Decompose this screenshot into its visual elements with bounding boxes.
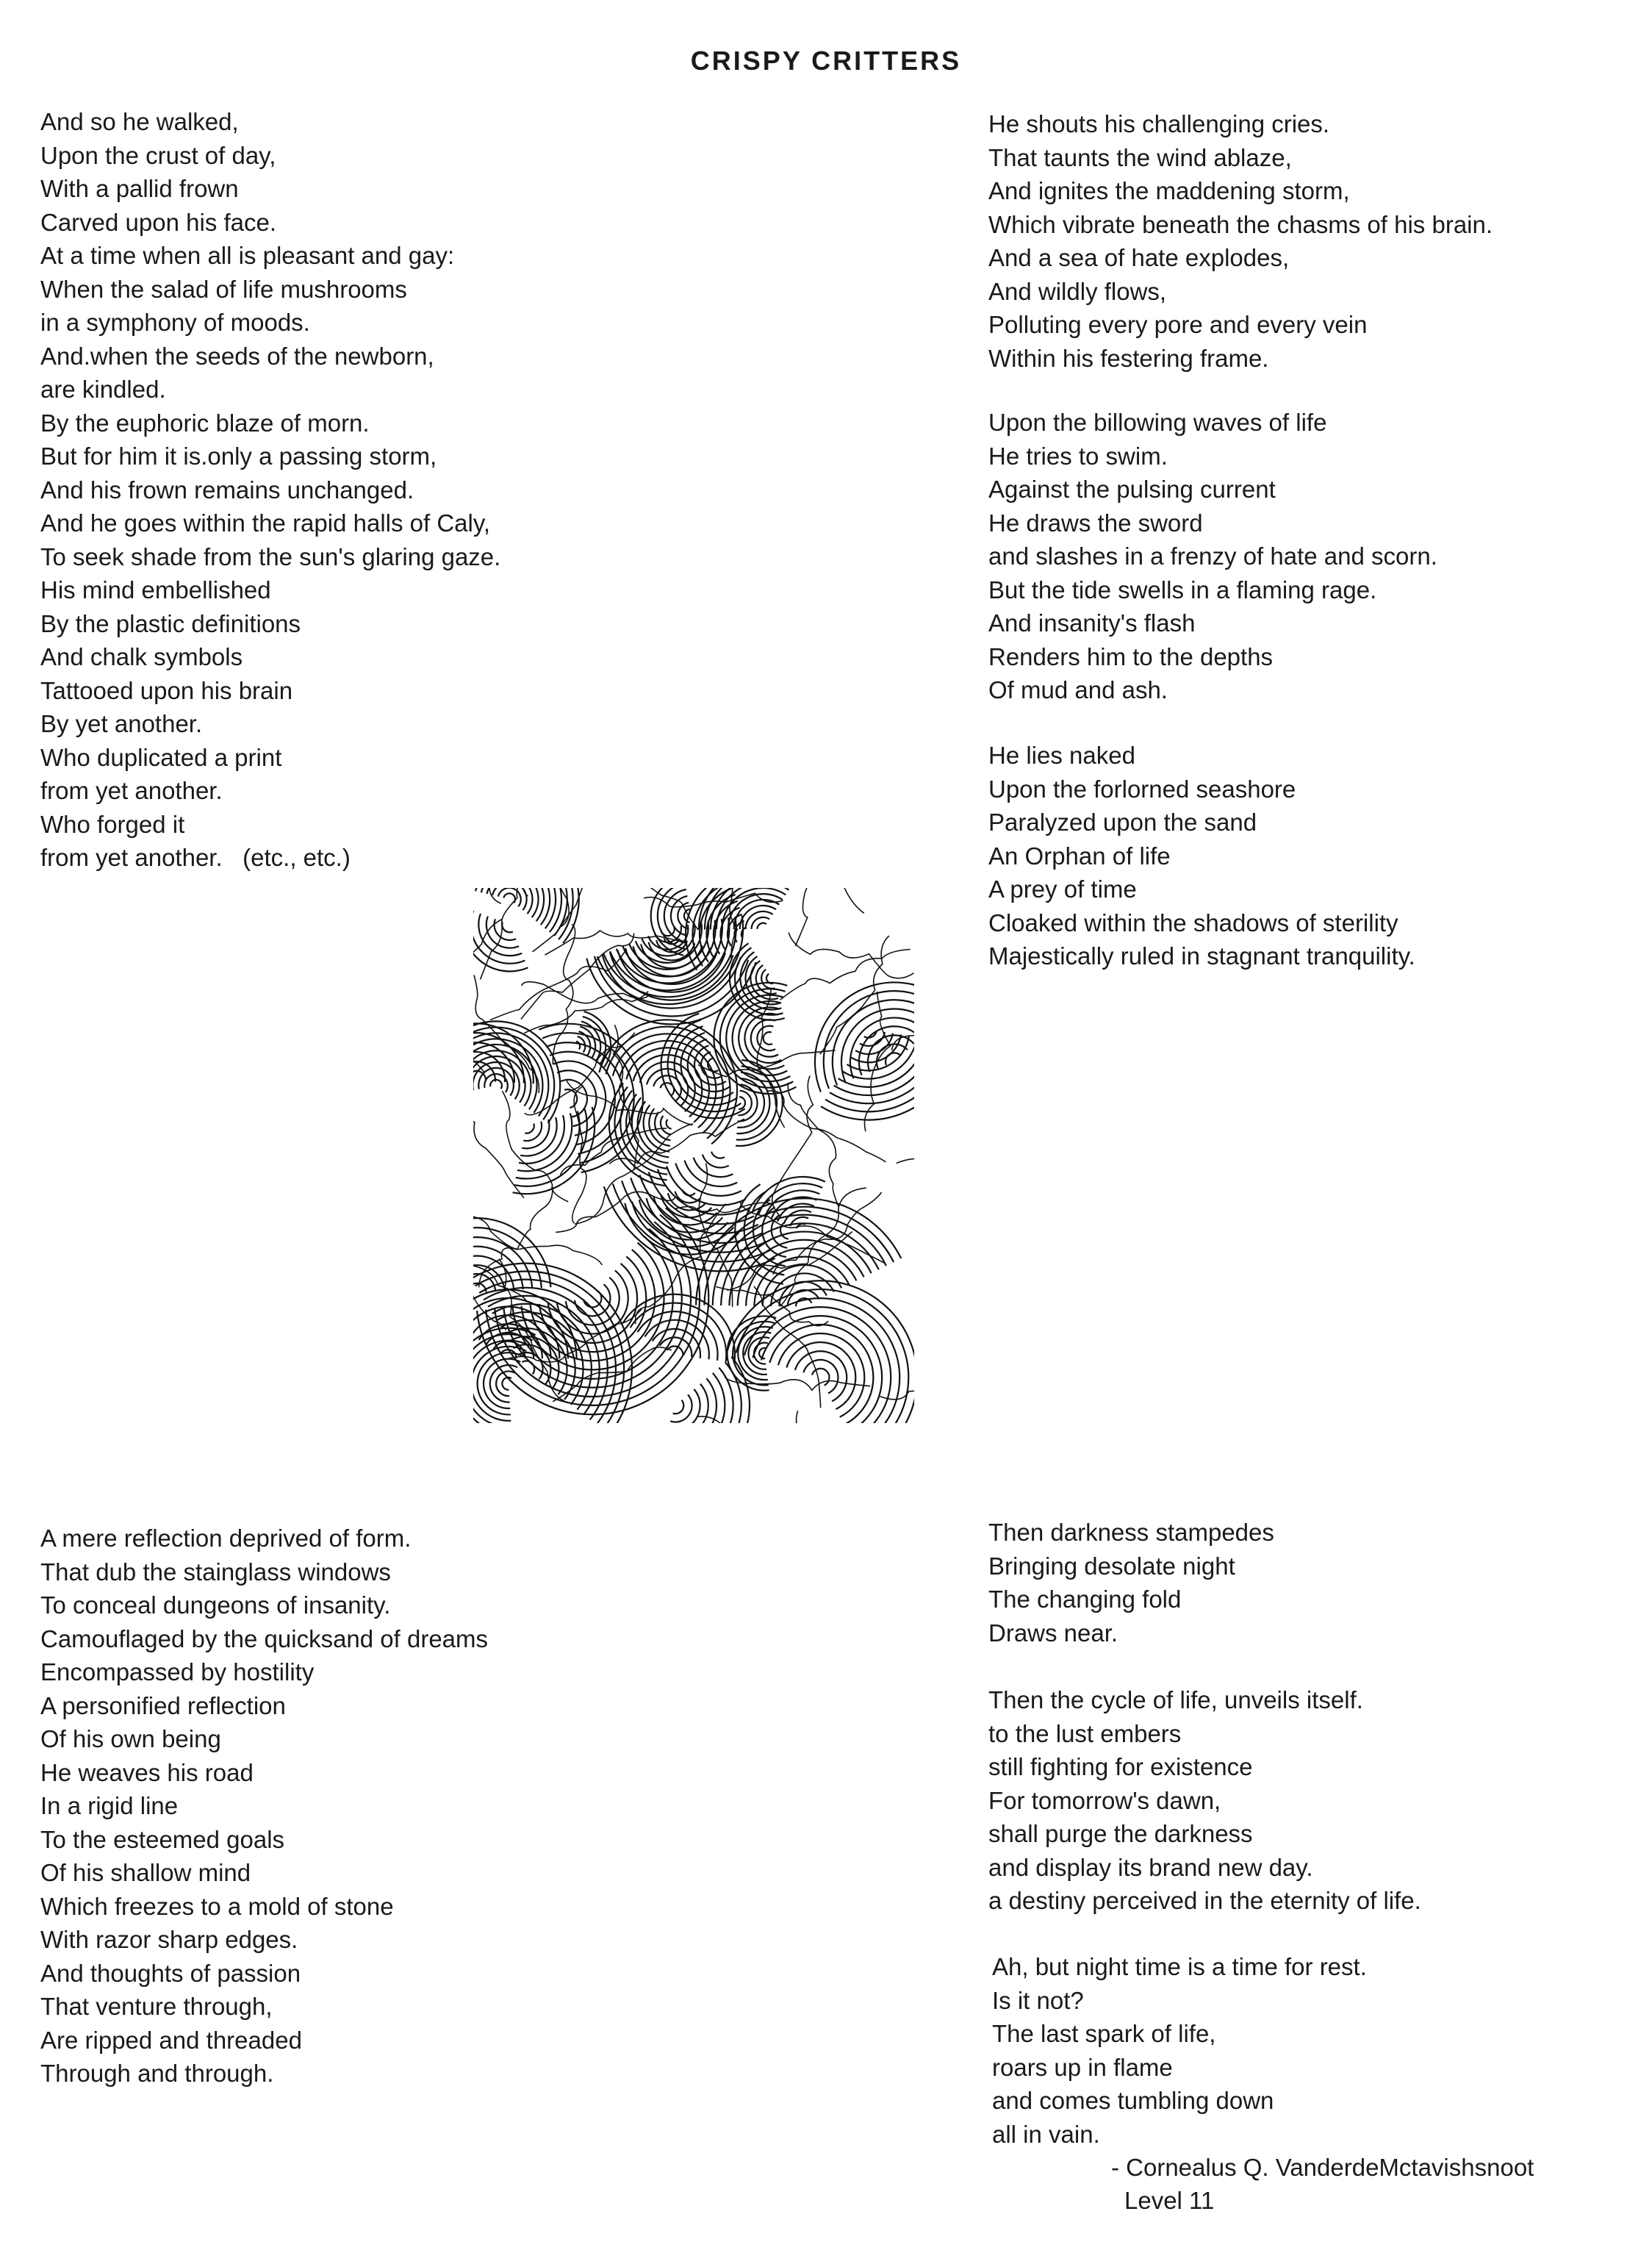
poem-line: roars up in flame	[992, 2053, 1173, 2081]
poem-line: In a rigid line	[40, 1792, 179, 1819]
poem-line: Against the pulsing current	[988, 476, 1276, 503]
poem-line: and slashes in a frenzy of hate and scorn.	[988, 542, 1437, 570]
poem-line: A personified reflection	[40, 1691, 286, 1719]
poem-line: Through and through.	[40, 2060, 274, 2087]
poem-line: Draws near.	[988, 1619, 1118, 1647]
poem-line: A mere reflection deprived of form.	[40, 1525, 412, 1552]
poem-line: An Orphan of life	[988, 842, 1171, 870]
poem-line: That taunts the wind ablaze,	[988, 143, 1292, 171]
poem-line: He lies naked	[988, 742, 1135, 769]
poem-line: But the tide swells in a flaming rage.	[988, 576, 1377, 603]
poem-line: The last spark of life,	[992, 2020, 1216, 2047]
poem-line: still fighting for existence	[988, 1753, 1253, 1780]
poem-line: When the salad of life mushrooms	[40, 275, 407, 303]
poem-line: all in vain.	[992, 2120, 1100, 2148]
poem-line: from yet another.	[40, 777, 223, 804]
poem-line: To seek shade from the sun's glaring gaze.	[40, 542, 501, 570]
poem-line: By yet another.	[40, 710, 203, 737]
poem-line: To the esteemed goals	[40, 1825, 285, 1853]
poem-line: Who forged it	[40, 810, 185, 838]
poem-line: Upon the forlorned seashore	[988, 775, 1296, 803]
stanza-left-bottom	[40, 1522, 488, 2091]
poem-line: And thoughts of passion	[40, 1959, 301, 1987]
poem-line: Bringing desolate night	[988, 1552, 1235, 1580]
poem-line: His mind embellished	[40, 576, 271, 603]
poem-line: A prey of time	[988, 875, 1137, 903]
author-signature: - Cornealus Q. VanderdeMctavishsnoot	[1111, 2154, 1534, 2181]
poem-line: That venture through,	[40, 1993, 273, 2020]
poem-line: Cloaked within the shadows of sterility	[988, 909, 1398, 936]
poem-line: Renders him to the depths	[988, 642, 1274, 670]
poem-title: CRISPY CRITTERS	[690, 46, 962, 76]
poem-line: With a pallid frown	[40, 175, 239, 202]
poem-line: And wildly flows,	[988, 277, 1167, 305]
poem-line: Majestically ruled in stagnant tranquility.	[988, 942, 1415, 970]
poem-line: Of his own being	[40, 1725, 221, 1752]
poem-line: Encompassed by hostility	[40, 1658, 315, 1686]
poem-line: He weaves his road	[40, 1758, 254, 1786]
poem-line: Is it not?	[992, 1986, 1084, 2014]
poem-line: Upon the crust of day,	[40, 141, 276, 169]
poem-line: Then the cycle of life, unveils itself.	[988, 1686, 1363, 1713]
ink-illustration	[473, 888, 914, 1423]
poem-line: Of mud and ash.	[988, 676, 1168, 703]
poem-line: He tries to swim.	[988, 442, 1168, 470]
poem-line: By the euphoric blaze of morn.	[40, 409, 370, 437]
stanza-right-3	[988, 739, 1415, 973]
poem-line: At a time when all is pleasant and gay:	[40, 242, 455, 269]
poem-line: and display its brand new day.	[988, 1853, 1313, 1881]
poem-line: shall purge the darkness	[988, 1820, 1253, 1847]
poem-line: in a symphony of moods.	[40, 309, 310, 336]
stanza-right-1	[988, 107, 1493, 375]
poem-line: He draws the sword	[988, 509, 1203, 537]
poem-line: Carved upon his face.	[40, 208, 277, 236]
poem-line: and comes tumbling down	[992, 2087, 1274, 2114]
poem-line: from yet another. (etc., etc.)	[40, 844, 351, 871]
poem-line: And insanity's flash	[988, 609, 1196, 637]
poem-line: And ignites the maddening storm,	[988, 177, 1350, 204]
ink-illustration-drawing	[473, 888, 914, 1423]
poem-line: Then darkness stampedes	[988, 1519, 1274, 1546]
poem-line: Upon the billowing waves of life	[988, 409, 1327, 436]
poem-line: Paralyzed upon the sand	[988, 809, 1257, 836]
stanza-right-2	[988, 406, 1437, 707]
stanza-left-top	[40, 105, 500, 875]
poem-line: to the lust embers	[988, 1719, 1182, 1747]
poem-line: For tomorrow's dawn,	[988, 1786, 1221, 1814]
poem-line: a destiny perceived in the eternity of life.	[988, 1887, 1421, 1914]
poem-line: And chalk symbols	[40, 643, 243, 670]
poem-line: Who duplicated a print	[40, 743, 282, 771]
poem-line: Which vibrate beneath the chasms of his brain.	[988, 210, 1493, 238]
poem-line: And he goes within the rapid halls of Caly,	[40, 509, 491, 537]
poem-line: Camouflaged by the quicksand of dreams	[40, 1624, 489, 1652]
poem-line: The changing fold	[988, 1586, 1182, 1613]
poem-line: And.when the seeds of the newborn,	[40, 342, 434, 370]
poem-line: Which freezes to a mold of stone	[40, 1892, 394, 1920]
poem-line: And so he walked,	[40, 108, 239, 135]
poem-line: By the plastic definitions	[40, 609, 301, 637]
stanza-right-6	[992, 1950, 1367, 2151]
poem-line: are kindled.	[40, 376, 166, 403]
poem-line: That dub the stainglass windows	[40, 1558, 391, 1586]
poem-line: And his frown remains unchanged.	[40, 476, 414, 504]
poem-line: And a sea of hate explodes,	[988, 244, 1290, 271]
poem-line: Polluting every pore and every vein	[988, 311, 1368, 338]
poem-line: Are ripped and threaded	[40, 2026, 302, 2054]
poem-line: But for him it is.only a passing storm,	[40, 443, 437, 470]
poem-line: With razor sharp edges.	[40, 1926, 298, 1953]
poem-line: To conceal dungeons of insanity.	[40, 1591, 391, 1619]
poem-line: He shouts his challenging cries.	[988, 110, 1330, 137]
poem-line: Within his festering frame.	[988, 344, 1269, 372]
stanza-right-4	[988, 1516, 1274, 1649]
stanza-right-5	[988, 1683, 1421, 1918]
author-level: Level 11	[1124, 2187, 1215, 2214]
poem-line: Of his shallow mind	[40, 1859, 251, 1886]
poem-line: Ah, but night time is a time for rest.	[992, 1953, 1367, 1980]
poem-line: Tattooed upon his brain	[40, 676, 293, 704]
